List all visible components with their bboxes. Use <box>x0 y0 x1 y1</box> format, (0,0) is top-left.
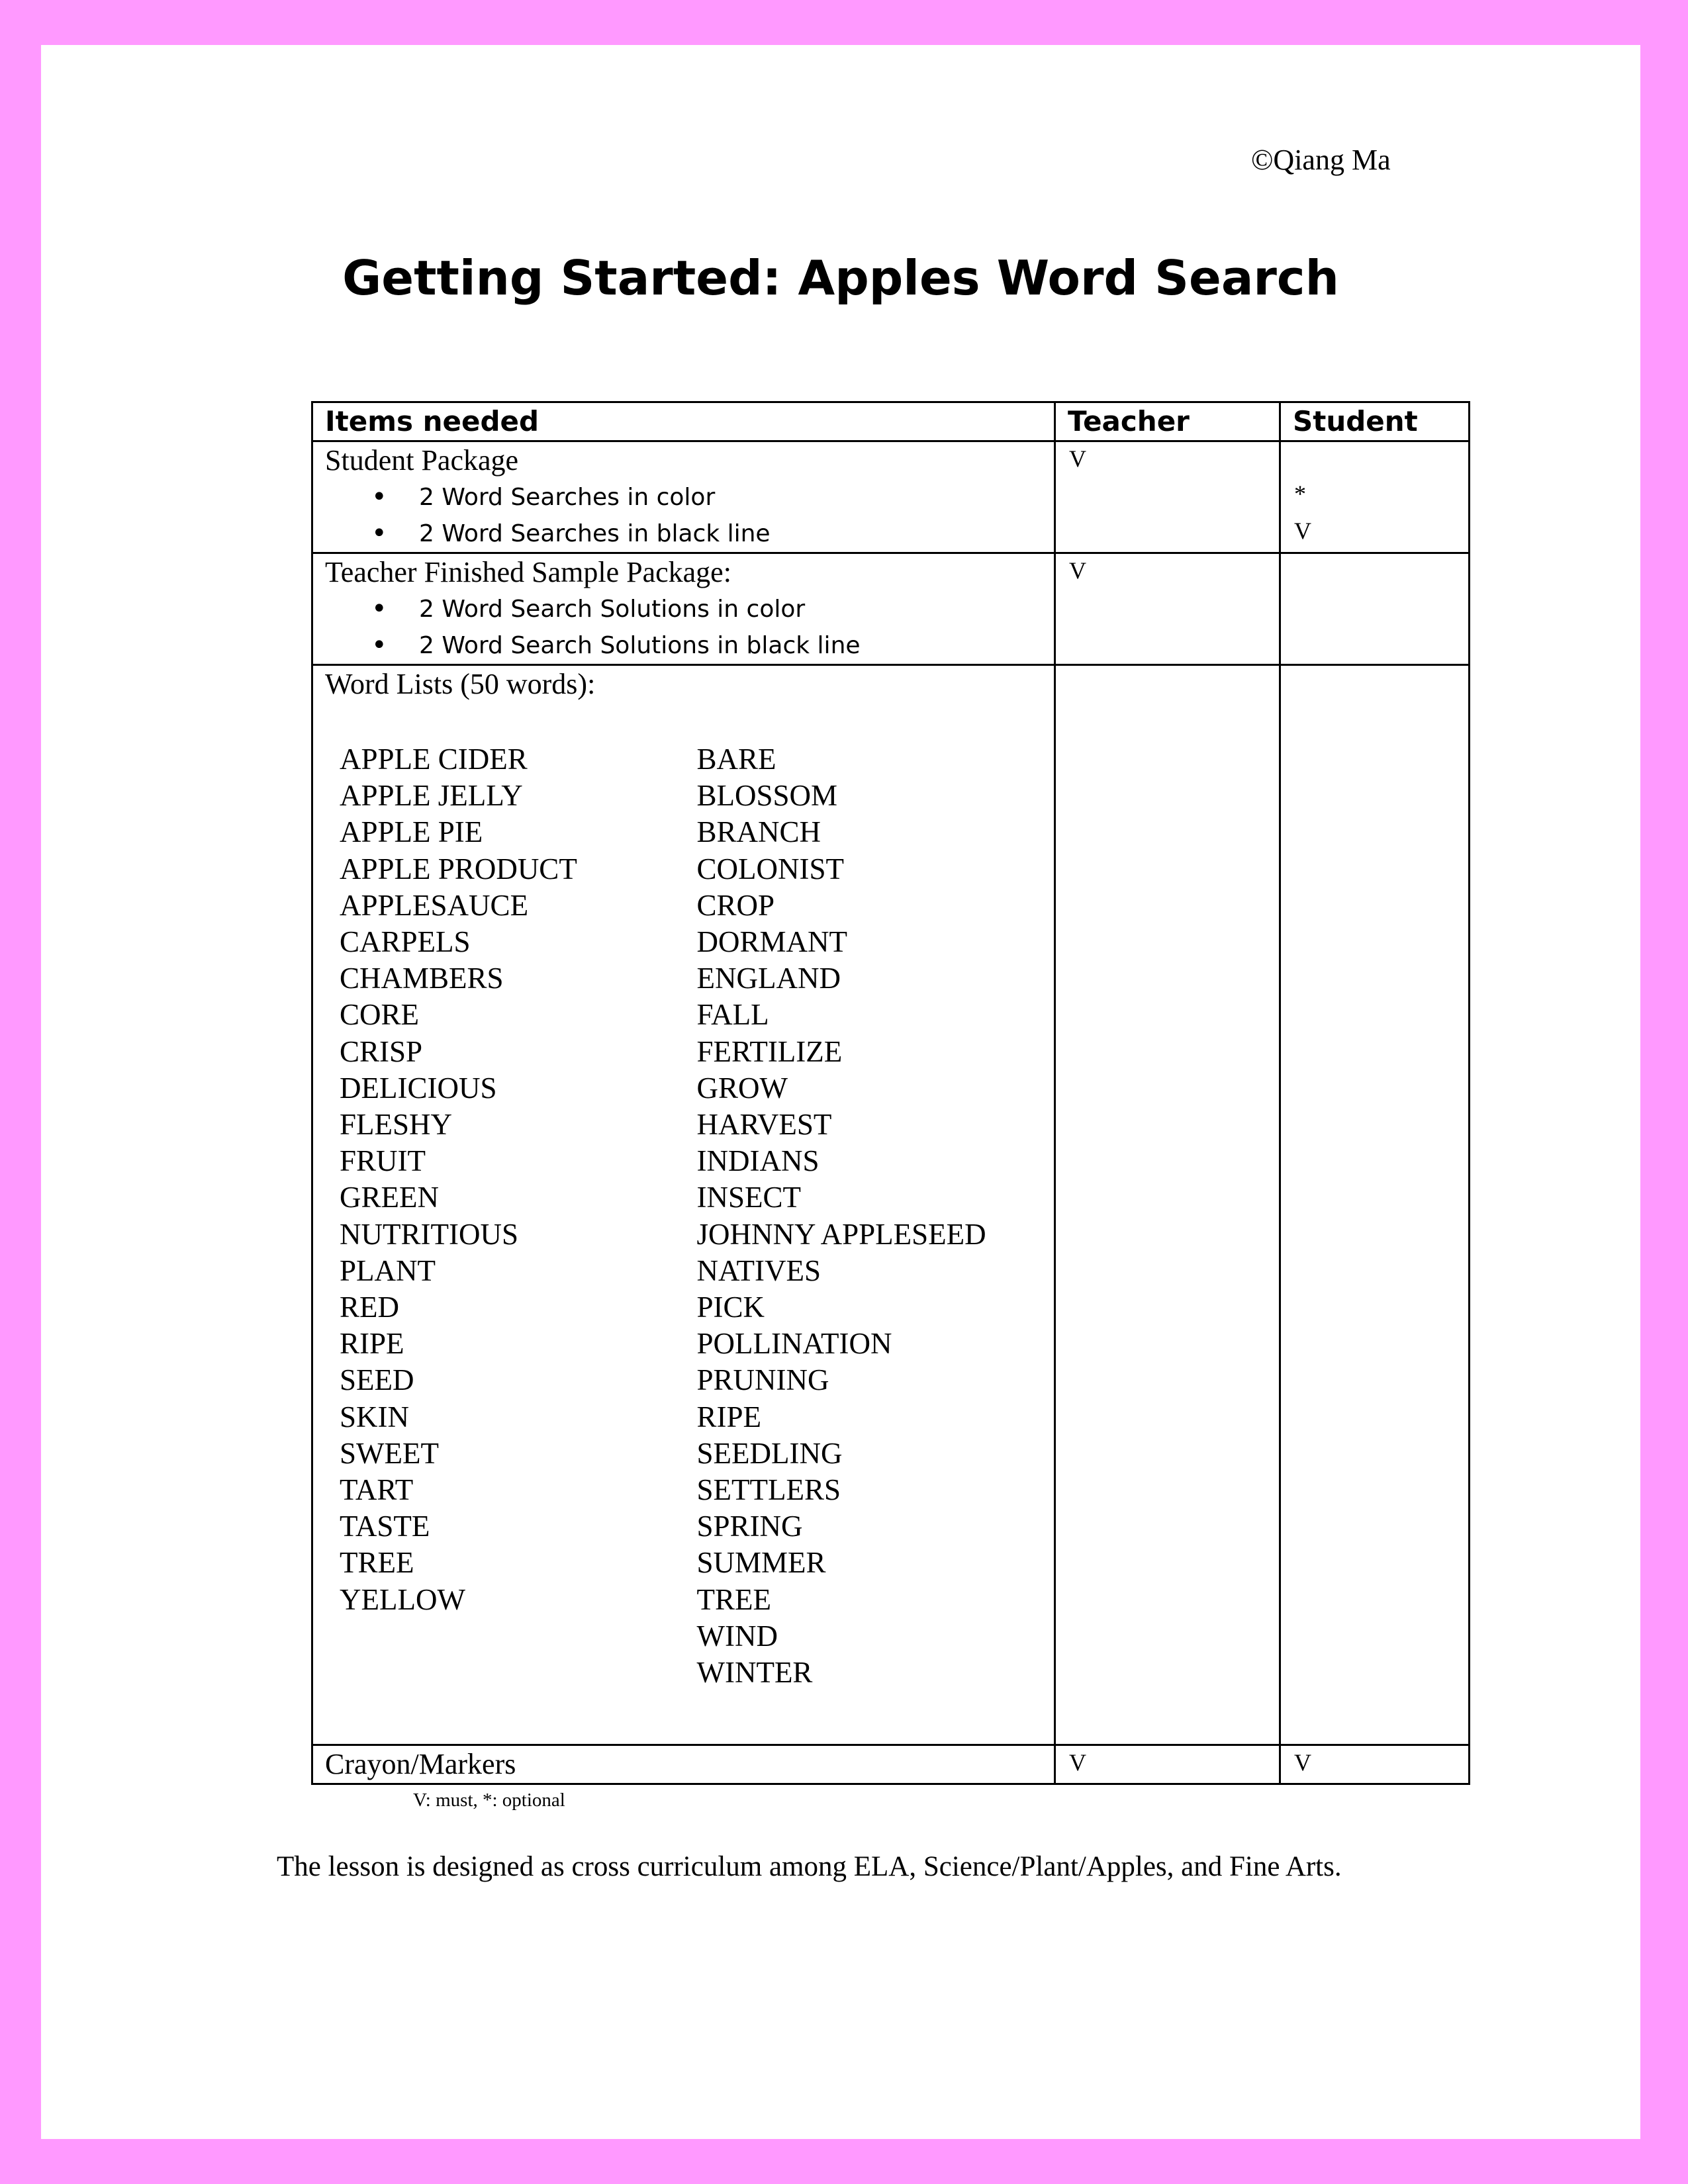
page-title: Getting Started: Apples Word Search <box>342 250 1339 306</box>
word-item: HARVEST <box>696 1108 832 1142</box>
table-row <box>312 553 1470 665</box>
student-cell <box>1280 1745 1470 1784</box>
item-label: Crayon/Markers <box>325 1748 516 1781</box>
word-item: SETTLERS <box>696 1473 841 1507</box>
document-page <box>41 45 1640 2139</box>
word-item: BRANCH <box>696 815 821 849</box>
word-item: FRUIT <box>340 1144 426 1178</box>
table-row <box>312 665 1470 1745</box>
word-item: TREE <box>340 1546 414 1580</box>
word-item: TASTE <box>340 1510 430 1543</box>
word-item: COLONIST <box>696 852 844 886</box>
word-item: PICK <box>696 1291 765 1324</box>
word-item: SKIN <box>340 1400 410 1433</box>
word-item: APPLE JELLY <box>340 779 523 813</box>
word-column-1 <box>340 741 697 1691</box>
word-column-2 <box>697 741 1055 1691</box>
word-item: GREEN <box>340 1181 439 1214</box>
teacher-cell <box>1055 1745 1280 1784</box>
word-item: CORE <box>340 998 420 1032</box>
student-mark: V <box>1294 1749 1311 1776</box>
item-cell <box>312 441 1055 553</box>
word-item: DORMANT <box>696 925 848 959</box>
header-items-needed: Items needed <box>312 402 1055 441</box>
word-item: NUTRITIOUS <box>340 1217 518 1251</box>
word-item: CHAMBERS <box>340 962 504 995</box>
teacher-mark: V <box>1069 557 1086 584</box>
word-item: APPLE PRODUCT <box>340 852 577 886</box>
word-item: FERTILIZE <box>696 1034 843 1068</box>
word-item: TREE <box>696 1582 771 1616</box>
header-teacher: Teacher <box>1055 402 1280 441</box>
word-item: APPLE CIDER <box>340 743 528 776</box>
table-row <box>312 441 1470 553</box>
word-item: POLLINATION <box>696 1327 892 1361</box>
copyright-text: ©Qiang Ma <box>1251 144 1391 176</box>
word-item: ENGLAND <box>696 962 841 995</box>
student-cell <box>1280 441 1470 553</box>
word-item: JOHNNY APPLESEED <box>696 1217 986 1251</box>
word-item: GROW <box>696 1071 788 1105</box>
table-header-row <box>312 402 1470 441</box>
word-list <box>313 741 1054 1744</box>
word-item: INDIANS <box>696 1144 820 1178</box>
word-item: RED <box>340 1291 399 1324</box>
list-item: • 2 Word Search Solutions in color <box>313 591 1054 627</box>
header-student: Student <box>1280 402 1470 441</box>
teacher-cell <box>1055 665 1280 1745</box>
teacher-mark: V <box>1069 445 1086 472</box>
item-label: Student Package <box>325 444 519 477</box>
table-row <box>312 1745 1470 1784</box>
word-item: WINTER <box>696 1656 813 1690</box>
subitem-list <box>313 479 1054 552</box>
word-item: INSECT <box>696 1181 801 1214</box>
teacher-cell <box>1055 441 1280 553</box>
word-list-cell <box>312 665 1055 1745</box>
item-cell <box>312 1745 1055 1784</box>
word-item: DELICIOUS <box>340 1071 497 1105</box>
student-mark-empty <box>1281 442 1468 475</box>
student-mark-must: V <box>1294 518 1311 544</box>
student-cell <box>1280 553 1470 665</box>
item-label: Teacher Finished Sample Package: <box>325 556 731 588</box>
list-item: • 2 Word Search Solutions in black line <box>313 627 1054 664</box>
word-item: BARE <box>696 743 776 776</box>
teacher-mark: V <box>1069 1749 1086 1776</box>
word-item: SEED <box>340 1363 414 1397</box>
list-item: • 2 Word Searches in color <box>313 479 1054 516</box>
word-item: PRUNING <box>696 1363 829 1397</box>
word-item: YELLOW <box>340 1582 465 1616</box>
item-cell <box>312 553 1055 665</box>
word-item: SUMMER <box>696 1546 826 1580</box>
word-item: SPRING <box>696 1510 803 1543</box>
word-item: BLOSSOM <box>696 779 838 813</box>
word-item: APPLE PIE <box>340 815 483 849</box>
list-item: • 2 Word Searches in black line <box>313 516 1054 552</box>
teacher-cell <box>1055 553 1280 665</box>
word-item: SEEDLING <box>696 1436 843 1470</box>
word-item: RIPE <box>340 1327 404 1361</box>
student-mark-optional: * <box>1294 480 1306 507</box>
items-table <box>311 401 1470 1785</box>
lesson-note: The lesson is designed as cross curriculum among ELA, Science/Plant/Apples, and Fine Arts. <box>277 1851 1342 1882</box>
word-list-label: Word Lists (50 words): <box>325 668 596 700</box>
word-item: FALL <box>696 998 769 1032</box>
word-item: APPLESAUCE <box>340 888 529 922</box>
word-item: NATIVES <box>696 1253 821 1287</box>
student-cell <box>1280 665 1470 1745</box>
word-item: WIND <box>696 1619 778 1653</box>
word-item: CRISP <box>340 1034 423 1068</box>
word-item: PLANT <box>340 1253 436 1287</box>
legend-text: V: must, *: optional <box>413 1790 565 1811</box>
word-item: RIPE <box>696 1400 762 1433</box>
word-item: SWEET <box>340 1436 439 1470</box>
word-item: CROP <box>696 888 775 922</box>
word-item: TART <box>340 1473 414 1507</box>
subitem-list <box>313 591 1054 664</box>
word-item: FLESHY <box>340 1108 453 1142</box>
word-item: CARPELS <box>340 925 471 959</box>
